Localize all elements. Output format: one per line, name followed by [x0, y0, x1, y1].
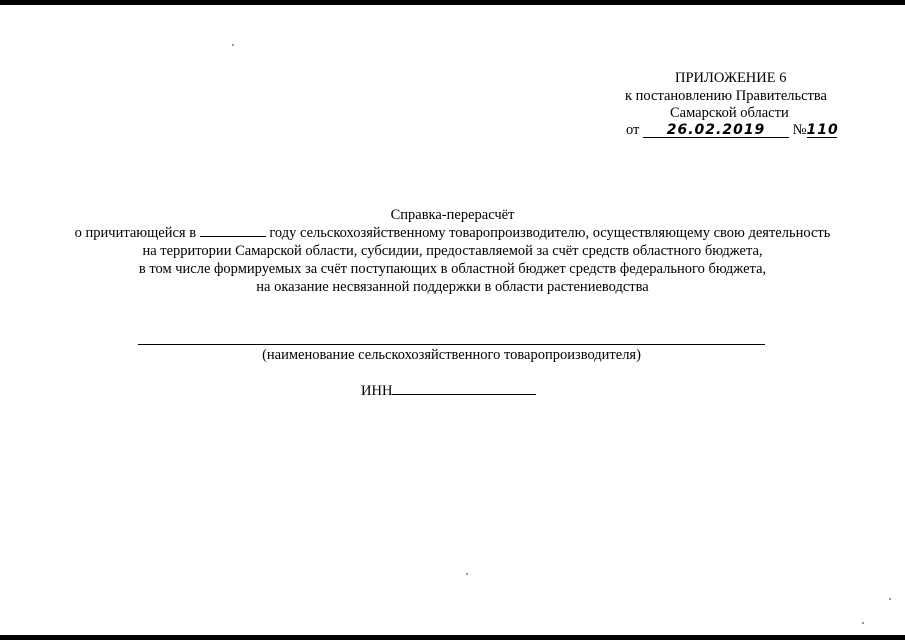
document-title: Справка-перерасчёт — [390, 207, 515, 223]
inn-field — [392, 381, 536, 395]
heading-line-1-end: году сельскохозяйственному товаропроизводителю, осуществляющему свою деятельность — [269, 225, 831, 241]
producer-name-field — [138, 344, 765, 345]
annex-decree-line: к постановлению Правительства — [625, 88, 827, 104]
annex-title: ПРИЛОЖЕНИЕ 6 — [675, 70, 787, 86]
annex-from-prefix: от — [626, 122, 640, 138]
annex-date-field — [643, 123, 789, 138]
scan-speck — [466, 573, 468, 575]
producer-name-caption: (наименование сельскохозяйственного товаропроизводителя) — [262, 347, 641, 363]
heading-line-1 — [40, 224, 865, 242]
year-blank-field — [200, 224, 266, 237]
scan-bottom-border — [0, 635, 905, 640]
heading-line-2: на территории Самарской области, субсидии, предоставляемой за счёт средств областного бюджета, — [142, 243, 763, 259]
scan-speck — [232, 44, 234, 46]
document-heading — [40, 206, 865, 296]
heading-line-4: на оказание несвязанной поддержки в области растениеводства — [256, 279, 649, 295]
inn-label: ИНН — [361, 383, 393, 399]
annex-number-sign: № — [792, 122, 807, 138]
annex-number-handwritten: 110 — [806, 122, 839, 138]
heading-line-3: в том числе формируемых за счёт поступающих в областной бюджет средств федерального бюджета, — [138, 261, 767, 277]
annex-reference — [626, 122, 837, 139]
scan-top-border — [0, 0, 905, 5]
scan-speck — [889, 598, 891, 600]
annex-region-line: Самарской области — [670, 105, 789, 121]
annex-date-handwritten: 26.02.2019 — [666, 122, 766, 138]
inn-row — [361, 381, 536, 400]
annex-number-field — [807, 123, 837, 138]
heading-line-1-start: о причитающейся в — [74, 225, 197, 241]
scan-speck — [862, 622, 864, 624]
